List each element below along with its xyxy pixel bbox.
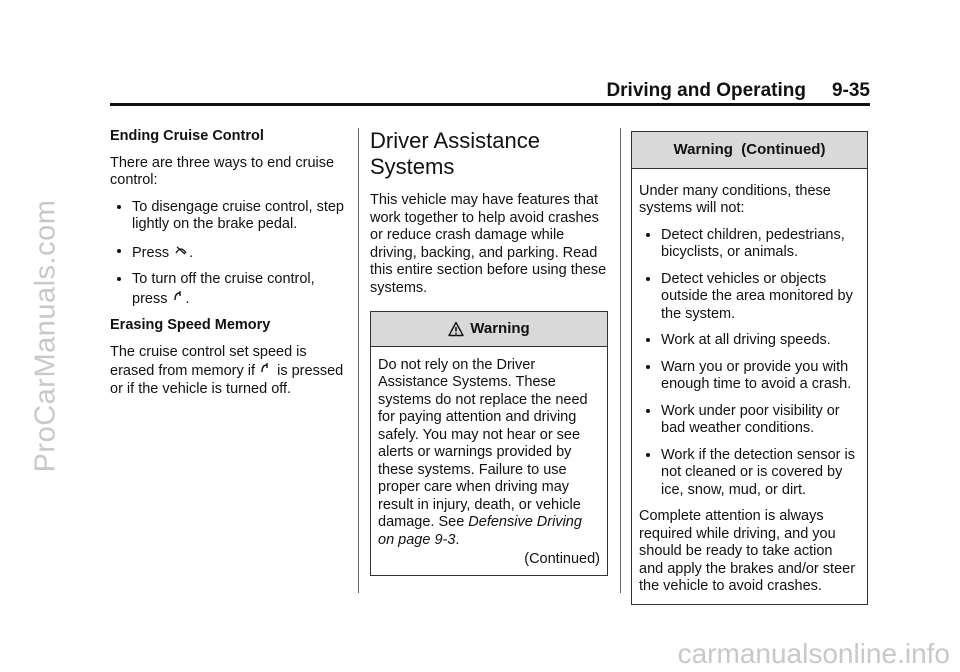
list-item: Warn you or provide you with enough time to avoid a crash.	[639, 359, 860, 394]
cruise-on-off-icon	[173, 289, 185, 307]
warning-continued-title: Warning (Continued)	[673, 141, 826, 158]
list-item: To disengage cruise control, step lightly on the brake pedal.	[110, 199, 350, 234]
closing-text: Complete attention is always required while driving, and you should be ready to take action and apply the brakes and/or steer the vehicle to avoid crashes.	[639, 508, 856, 594]
cruise-on-off-icon	[260, 361, 272, 379]
limits-intro: Under many conditions, these systems will not:	[639, 182, 831, 216]
cruise-cancel-icon	[174, 243, 188, 261]
warning-title: Warning	[470, 320, 530, 337]
column-1	[110, 128, 350, 407]
watermark-bottom: carmanualsonline.info	[677, 638, 950, 669]
warning-continued-header	[632, 132, 867, 169]
warning-body	[371, 347, 607, 575]
section-title: Driver Assistance Systems	[370, 128, 540, 179]
column-divider-2	[620, 128, 621, 593]
column-3	[631, 131, 868, 605]
page-header	[110, 80, 870, 102]
page-number: 9-35	[831, 80, 870, 101]
ending-intro: There are three ways to end cruise control:	[110, 154, 335, 188]
list-item: Work under poor visibility or bad weather conditions.	[639, 403, 860, 438]
defensive-driving-link[interactable]: Defensive Driving on page 9-3	[378, 514, 582, 548]
list-item: Press .	[110, 243, 350, 263]
warning-continued-body	[632, 169, 867, 604]
limits-list	[639, 227, 860, 500]
header-rule	[110, 103, 870, 106]
section-name: Driving and Operating	[606, 80, 806, 101]
column-2	[370, 128, 608, 576]
subhead-erasing-speed: Erasing Speed Memory	[110, 317, 271, 333]
list-item: Work at all driving speeds.	[639, 332, 860, 350]
list-item: Detect vehicles or objects outside the area monitored by the system.	[639, 271, 860, 324]
warning-continued-box	[631, 131, 868, 605]
list-item: Work if the detection sensor is not cleaned or is covered by ice, snow, mud, or dirt.	[639, 447, 860, 500]
subhead-ending-cruise: Ending Cruise Control	[110, 128, 264, 144]
erasing-text: The cruise control set speed is erased from memory if is pressed or if the vehicle is turned off.	[110, 343, 344, 397]
section-intro: This vehicle may have features that work together to help avoid crashes or reduce crash damage while driving, backing, and parking. Read this entire section before using these systems.	[370, 192, 607, 296]
warning-box	[370, 311, 608, 576]
ending-list	[110, 199, 350, 309]
list-item: Detect children, pedestrians, bicyclists, or animals.	[639, 227, 860, 262]
continued-label: (Continued)	[524, 551, 600, 567]
column-divider-1	[358, 128, 359, 593]
list-item: To turn off the cruise control, press .	[110, 271, 350, 308]
warning-text: Do not rely on the Driver Assistance Systems. These systems do not replace the need for paying attention and driving safely. You may not hear or see alerts or warnings provided by these systems. Failure to use proper care when driving may result in injury, death, or vehicle damage. See Defensive Driving on page 9-3.	[378, 356, 588, 548]
warning-header	[371, 312, 607, 347]
warning-triangle-icon	[448, 321, 464, 337]
watermark-side: ProCarManuals.com	[29, 199, 62, 473]
